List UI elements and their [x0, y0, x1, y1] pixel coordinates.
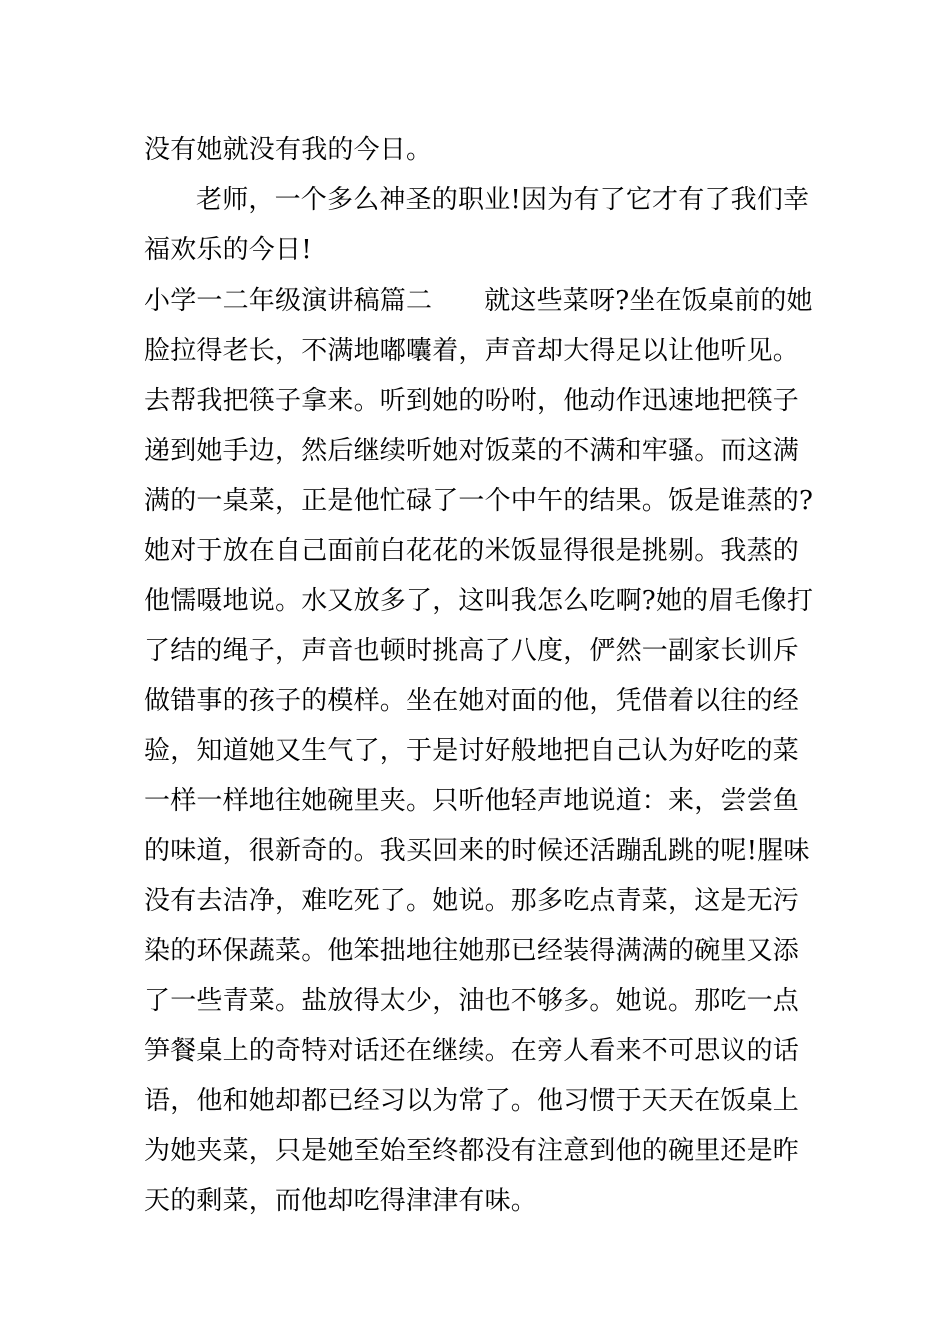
text-line: 做错事的孩子的模样。坐在她对面的他，凭借着以往的经	[144, 686, 800, 716]
text-line: 天的剩菜，而他却吃得津津有味。	[144, 1186, 538, 1216]
text-line: 染的环保蔬菜。他笨拙地往她那已经装得满满的碗里又添	[144, 936, 800, 966]
text-line: 的味道，很新奇的。我买回来的时候还活蹦乱跳的呢!腥味	[144, 836, 810, 866]
text-line: 福欢乐的今日!	[144, 235, 312, 265]
text-line: 老师，一个多么神圣的职业!因为有了它才有了我们幸	[196, 185, 810, 215]
text-line: 一样一样地往她碗里夹。只听他轻声地说道：来，尝尝鱼	[144, 786, 800, 816]
text-line: 她对于放在自己面前白花花的米饭显得很是挑剔。我蒸的	[144, 536, 800, 566]
text-line: 没有去洁净，难吃死了。她说。那多吃点青菜，这是无污	[144, 886, 800, 916]
text-line: 脸拉得老长，不满地嘟囔着，声音却大得足以让他听见。	[144, 336, 800, 366]
text-line: 没有她就没有我的今日。	[144, 135, 433, 165]
text-line: 语，他和她却都已经习以为常了。他习惯于天天在饭桌上	[144, 1086, 800, 1116]
text-line: 验，知道她又生气了，于是讨好般地把自己认为好吃的菜	[144, 736, 800, 766]
text-line: 笋餐桌上的奇特对话还在继续。在旁人看来不可思议的话	[144, 1036, 800, 1066]
text-line: 递到她手边，然后继续听她对饭菜的不满和牢骚。而这满	[144, 436, 800, 466]
text-line: 为她夹菜，只是她至始至终都没有注意到他的碗里还是昨	[144, 1136, 800, 1166]
paragraph-start: 就这些菜呀?坐在饭桌前的她	[484, 286, 813, 316]
text-line: 了一些青菜。盐放得太少，油也不够多。她说。那吃一点	[144, 986, 800, 1016]
text-line: 去帮我把筷子拿来。听到她的吩咐，他动作迅速地把筷子	[144, 386, 800, 416]
text-line: 他懦嗫地说。水又放多了，这叫我怎么吃啊?她的眉毛像打	[144, 586, 814, 616]
text-line: 了结的绳子，声音也顿时挑高了八度，俨然一副家长训斥	[144, 636, 800, 666]
text-line: 满的一桌菜，正是他忙碌了一个中午的结果。饭是谁蒸的?	[144, 486, 814, 516]
section-heading: 小学一二年级演讲稿篇二	[144, 286, 433, 316]
text-line	[144, 281, 824, 321]
